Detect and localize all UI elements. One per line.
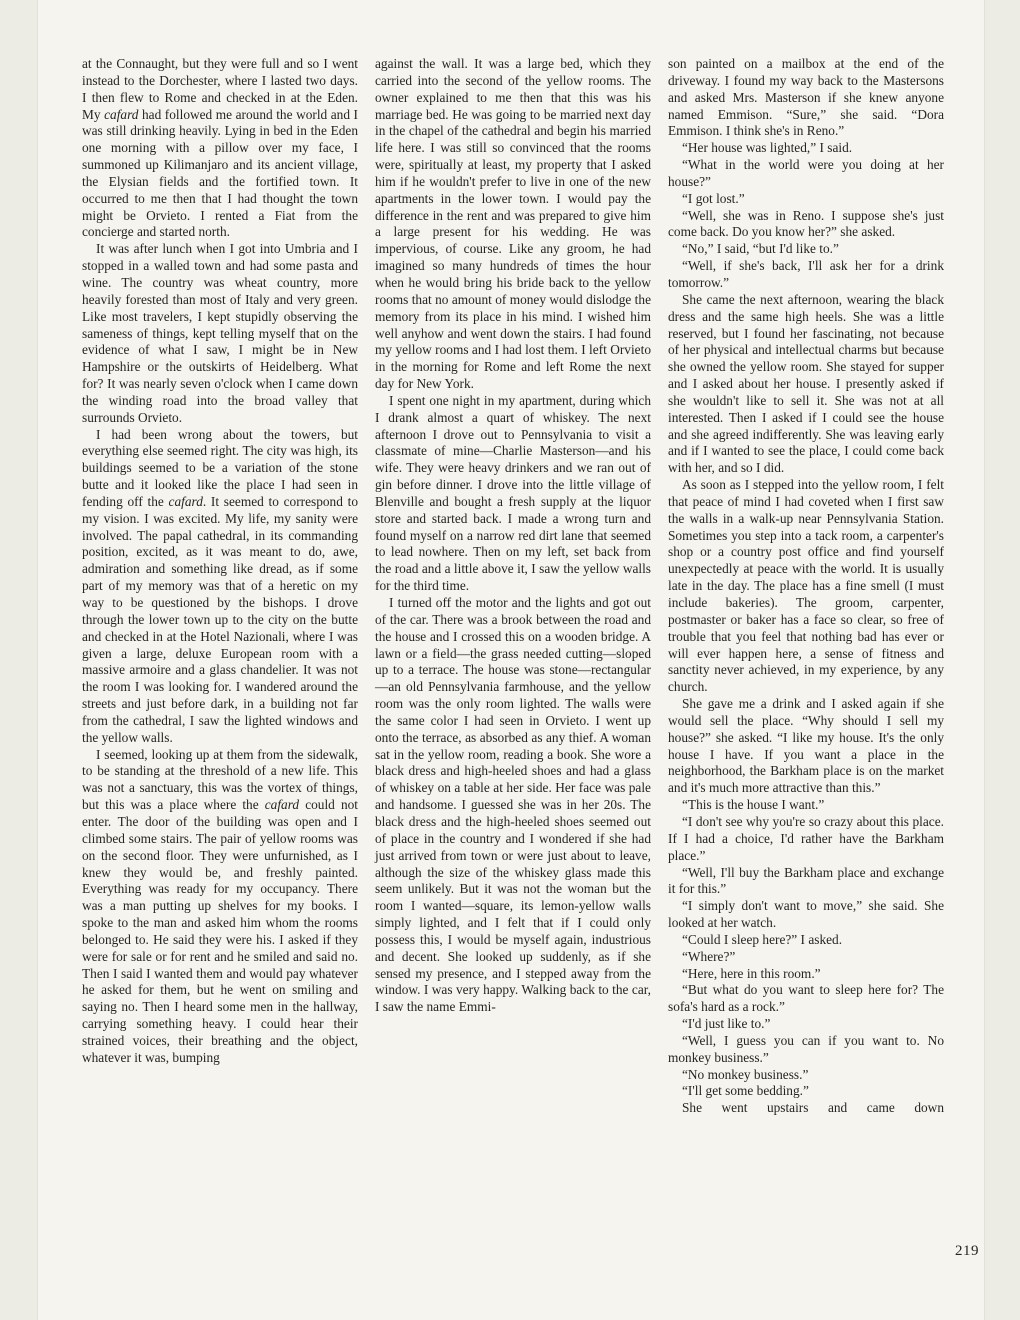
paragraph-text: “This is the house I want.” [682, 797, 825, 813]
paragraph-text: “Well, I guess you can if you want to. No monkey business.” [668, 1032, 944, 1065]
paragraph [668, 258, 944, 292]
paragraph-text: “Well, I'll buy the Barkham place and exchange it for this.” [668, 864, 944, 897]
paragraph-text: son painted on a mailbox at the end of the driveway. I found my way back to the Mastersons and asked Mrs. Masterson if she knew anyone named Emmison. “Sure,” she said. “Dora Emmison. I think she's in Reno.” [668, 56, 944, 139]
paragraph-text: She went upstairs and came down [682, 1100, 944, 1116]
paragraph-text: It was after lunch when I got into Umbria and I stopped in a walled town and had some pasta and wine. The country was wheat country, more heavily forested than most of Italy and very green. Like most travelers, I kept stupidly observing the sameness of things, kept telling myself that on the evidence of what I saw, I might be in New Hampshire or the outskirts of Heidelberg. What for? It was nearly seven o'clock when I came down the winding road into the broad valley that surrounds Orvieto. [82, 241, 358, 425]
paragraph-text: at the Connaught, but they were full and so I went instead to the Dorchester, where I lasted two days. I then flew to Rome and checked in at the Eden. My [82, 56, 358, 122]
paragraph-text: I seemed, looking up at them from the sidewalk, to be standing at the threshold of a new life. This was not a sanctuary, this was the vortex of things, but this was a place where the [82, 746, 358, 813]
paragraph [668, 477, 944, 696]
paragraph-text: against the wall. It was a large bed, which they carried into the second of the yellow rooms. The owner explained to me then that this was his marriage bed. He was going to be married next day in the chapel of the cathedral and begin his married life here. I was still so convinced that the rooms were, spiritually at least, my property that I asked him if he wouldn't prefer to live in one of the new apartments in the lower town. I would pay the difference in the rent and was prepared to give him a large present for his wedding. He was impervious, of course. Like any groom, he had imagined so many hundreds of times the hour when he would bring his bride back to the yellow rooms that no amount of money would dislodge the memory from its place in his mind. I wished him well anyhow and went down the stairs. I had found my yellow rooms and I had lost them. I left Orvieto in the morning for Rome and left Rome the next day for New York. [375, 56, 651, 392]
paragraph-text: “Here, here in this room.” [682, 965, 821, 981]
paragraph-text: I turned off the motor and the lights and got out of the car. There was a brook between the road and the house and I crossed this on a wooden bridge. A lawn or a field—the grass needed cutting—sloped up to a terrace. The house was stone—rectangular—an old Pennsylvania farmhouse, and the yellow room was the only room lighted. The walls were the same color I had seen in Orvieto. I went up onto the terrace, as absorbed as any thief. A woman sat in the yellow room, reading a book. She wore a black dress and high-heeled shoes and had a glass of whiskey on a table at her side. Her face was pale and handsome. I guessed she was in her 20s. The black dress and the high-heeled shoes seemed out of place in the country and I wondered if she had just arrived from town or were just about to leave, although the size of the whiskey glass made this seem unlikely. But it was not the woman but the room I wanted—square, its lemon-yellow walls simply lighted, and I felt that if I could only possess this, I would be myself again, industrious and decent. She looked up suddenly, as if she sensed my presence, and I stepped away from the window. I was very happy. Walking back to the car, I saw the name Emmi- [375, 595, 651, 1015]
text-column-left [82, 56, 358, 1067]
paragraph [668, 157, 944, 191]
paragraph [668, 898, 944, 932]
paragraph [668, 696, 944, 797]
paragraph-text: “I don't see why you're so crazy about this place. If I had a choice, I'd rather have the Barkham place.” [668, 813, 944, 863]
paragraph-text: “Could I sleep here?” I asked. [682, 931, 843, 947]
page-number: 219 [955, 1243, 979, 1259]
paragraph-text: could not enter. The door of the building was open and I climbed some stairs. The pair of yellow rooms was on the second floor. They were unfurnished, as I knew they would be, and freshly painted. Everything was ready for my occupancy. There was a man putting up shelves for my books. I spoke to the man and asked him whom the rooms belonged to. He said they were his. I asked if they were for sale or for rent and he smiled and said no. Then I said I wanted them and would pay whatever he asked for them, but he went on smiling and saying no. Then I heard some men in the hallway, carrying something heavy. I could hear their strained voices, their breathing and the object, whatever it was, bumping [82, 797, 358, 1065]
paragraph-text: “Well, she was in Reno. I suppose she's just come back. Do you know her?” she asked. [668, 207, 944, 240]
paragraph [82, 56, 358, 241]
paragraph [375, 56, 651, 393]
paragraph-text: “I simply don't want to move,” she said. She looked at her watch. [668, 898, 944, 931]
paragraph-text: I had been wrong about the towers, but everything else seemed right. The city was high, its buildings seemed to be a variation of the stone butte and it looked like the place I had seen in fending off the [82, 426, 358, 509]
paragraph [668, 865, 944, 899]
italic-word: cafard [104, 106, 139, 122]
paragraph [668, 1067, 944, 1084]
paragraph [668, 966, 944, 983]
paragraph [375, 393, 651, 595]
paragraph [668, 1083, 944, 1100]
paragraph [668, 1016, 944, 1033]
paragraph-text: “Where?” [682, 948, 736, 964]
paragraph-text: I spent one night in my apartment, during which I drank almost a quart of whiskey. The next afternoon I drove out to Pennsylvania to visit a classmate of mine—Charlie Masterson—and his wife. They were heavy drinkers and we ran out of gin before dinner. I drove into the little village of Blenville and bought a fresh supply at the liquor store and started back. I made a wrong turn and found myself on a narrow red dirt lane that seemed to lead nowhere. Then on my left, set back from the road and a little above it, I saw the yellow walls for the third time. [375, 392, 651, 594]
paragraph-text: “No,” I said, “but I'd like to.” [682, 241, 839, 257]
paragraph-text: “No monkey business.” [682, 1066, 809, 1082]
paragraph [82, 747, 358, 1067]
paragraph-text: had followed me around the world and I was still drinking heavily. Lying in bed in the Eden one morning with a pillow over my face, I summoned up Kilimanjaro and its ancient village, the Elysian fields and the fortified town. It occurred to me then that I had thought the town might be Orvieto. I rented a Fiat from the concierge and started north. [82, 106, 359, 240]
paragraph-text: “But what do you want to sleep here for? The sofa's hard as a rock.” [668, 982, 944, 1015]
paragraph [668, 208, 944, 242]
paragraph [668, 1033, 944, 1067]
paragraph-text: . It seemed to correspond to my vision. I was excited. My life, my sanity were involved. The papal cathedral, in its commanding position, excited, as it was meant to do, awe, admiration and something like dread, as if some part of my memory was that of a heretic on my way to be questioned by the bishops. I drove through the lower town up to the city on the butte and checked in at the Hotel Nazionali, where I was given a large, deluxe European room with a massive armoire and a glass chandelier. It was not the room I was looking for. I wandered around the streets and just before dark, in a building not far from the cathedral, I saw the lighted windows and the yellow walls. [82, 493, 358, 745]
paragraph [668, 932, 944, 949]
paragraph-text: As soon as I stepped into the yellow room, I felt that peace of mind I had coveted when I first saw the walls in a walk-up near Pennsylvania Station. Sometimes you step into a tack room, a carpenter's shop or a country post office and find yourself unexpectedly at peace with the world. It is usually late in the day. The place has a fine smell (I must include bakeries). The groom, carpenter, postmaster or baker has a face so clear, so free of trouble that you feel that nothing bad has ever or will ever happen here, a sense of fitness and sanctity never achieved, in my experience, by any church. [668, 477, 944, 695]
paragraph [82, 427, 358, 747]
paragraph-text: She gave me a drink and I asked again if she would sell the place. “Why should I sell my house?” she asked. “I like my house. It's the only house I have. If you want a place in the neighborhood, the Barkham place is on the market and it's much more attractive than this.” [668, 696, 944, 796]
paragraph [668, 241, 944, 258]
paragraph [668, 814, 944, 865]
paragraph-text: “I'll get some bedding.” [682, 1083, 809, 1099]
paragraph-text: “Well, if she's back, I'll ask her for a drink tomorrow.” [668, 258, 944, 290]
paragraph-text: “What in the world were you doing at her house?” [668, 157, 944, 189]
text-column-right [668, 56, 944, 1117]
paragraph-text: “I got lost.” [682, 190, 745, 206]
paragraph [375, 595, 651, 1016]
paragraph [668, 56, 944, 140]
paragraph [668, 982, 944, 1016]
magazine-page [38, 0, 984, 1320]
paragraph [668, 797, 944, 814]
paragraph-text: “I'd just like to.” [682, 1016, 771, 1032]
paragraph [668, 1100, 944, 1117]
paragraph-text: She came the next afternoon, wearing the black dress and the same high heels. She was a little reserved, but I found her fascinating, not because of her physical and intellectual charms but because she owned the yellow room. She stayed for supper and I asked about her house. I presently asked if she wouldn't like to sell it. She was not at all interested. Then I asked if I could see the house and she agreed indifferently. She was leaving early and if I wanted to see the place, I could come back with her, and so I did. [668, 291, 944, 476]
paragraph [82, 241, 358, 426]
italic-word: cafard [168, 493, 203, 509]
paragraph [668, 292, 944, 477]
text-column-middle [375, 56, 651, 1016]
paragraph [668, 140, 944, 157]
paragraph-text: “Her house was lighted,” I said. [682, 140, 853, 156]
paragraph [668, 191, 944, 208]
paragraph [668, 949, 944, 966]
italic-word: cafard [264, 797, 300, 813]
